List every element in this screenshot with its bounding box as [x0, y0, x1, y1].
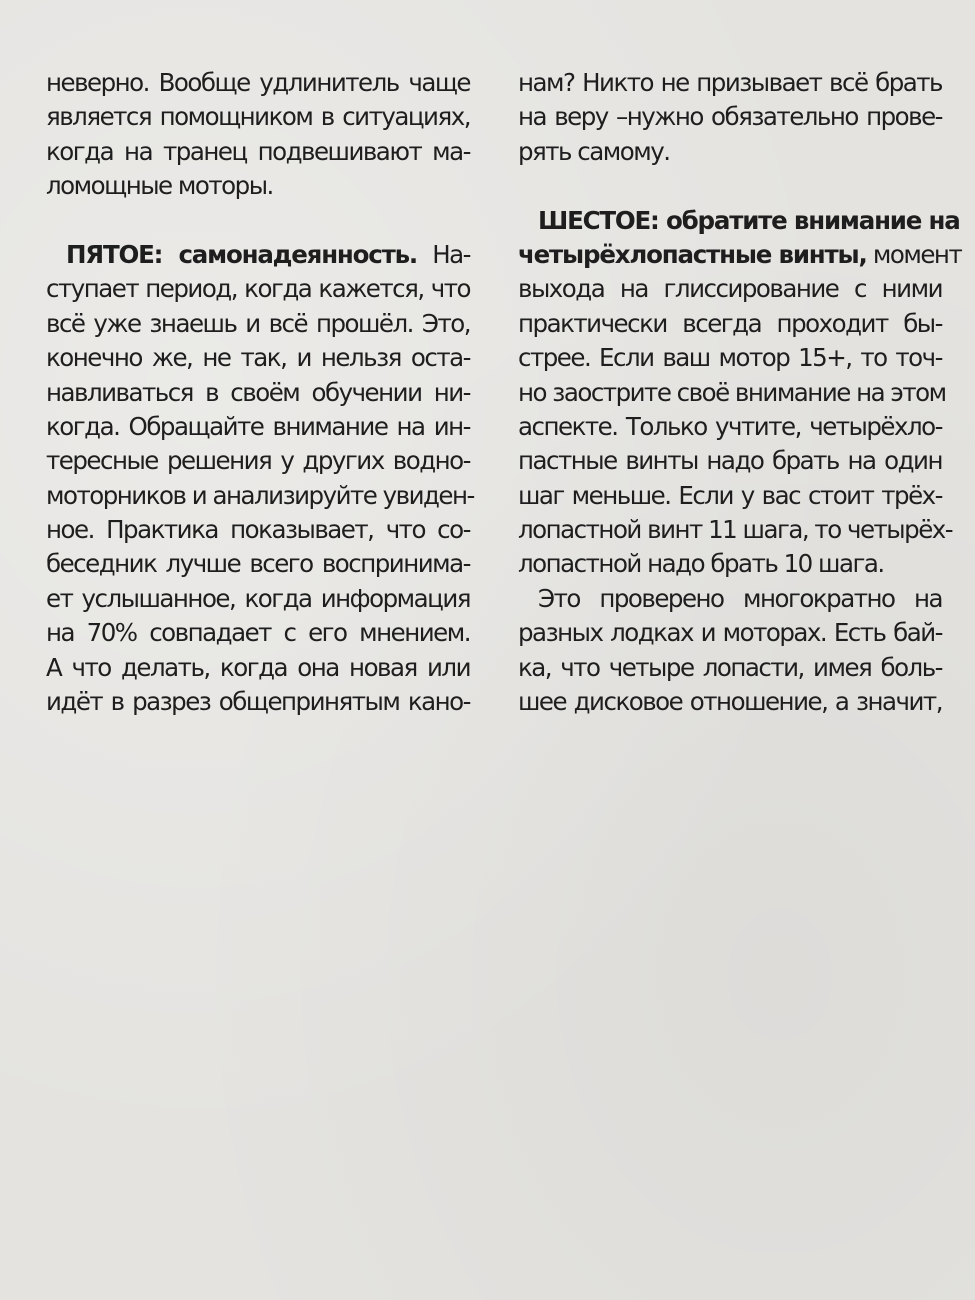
text-line: неверно. Вообще удлинитель чаще: [46, 68, 470, 97]
text-line: моторников и анализируйте увиден-: [46, 480, 474, 510]
text-line: ступает период, когда кажется, что: [46, 274, 470, 304]
fifth-heading-line: [46, 238, 470, 272]
text-line: практически всегда проходит бы-: [518, 308, 942, 338]
sixth-heading-line: [518, 204, 960, 238]
text-line: конечно же, не так, и нельзя оста-: [46, 343, 470, 373]
text-line: пастные винты надо брать на один: [518, 446, 942, 476]
fifth-line-rest: На-: [432, 239, 470, 269]
text-line: когда. Обращайте внимание на ин-: [46, 411, 470, 441]
text-line: лопастной винт 11 шага, то четырёх-: [518, 515, 953, 545]
sixth-heading-line-2: [518, 238, 962, 272]
text-line: шее дисковое отношение, а значит,: [518, 687, 942, 717]
text-line: нам? Никто не призывает всё брать: [518, 68, 942, 97]
text-line: является помощником в ситуациях,: [46, 102, 470, 132]
text-line: А что делать, когда она новая или: [46, 652, 470, 682]
text-line: идёт в разрез общепринятым кано-: [46, 687, 470, 717]
text-line: рять самому.: [518, 136, 670, 166]
text-line: тересные решения у других водно-: [46, 446, 470, 476]
text-line: аспекте. Только учтите, четырёхло-: [518, 411, 942, 441]
text-line: стрее. Если ваш мотор 15+, то точ-: [518, 343, 942, 373]
text-line: но заострите своё внимание на этом: [518, 377, 946, 407]
sixth-line-rest: момент: [872, 239, 962, 269]
sixth-heading: ШЕСТОЕ: обратите внимание на: [538, 205, 960, 235]
text-line: ет услышанное, когда информация: [46, 583, 470, 613]
right-column: [518, 66, 962, 719]
fifth-heading: ПЯТОЕ: самонадеянность.: [66, 239, 418, 269]
text-line: шаг меньше. Если у вас стоит трёх-: [518, 480, 942, 510]
text-line: ломощные моторы.: [46, 171, 273, 201]
text-line: разных лодках и моторах. Есть бай-: [518, 618, 942, 648]
text-line: на веру –нужно обязательно прове-: [518, 102, 942, 132]
text-line: ное. Практика показывает, что со-: [46, 515, 470, 545]
text-line: навливаться в своём обучении ни-: [46, 377, 470, 407]
text-line: ка, что четыре лопасти, имея боль-: [518, 652, 942, 682]
left-column: [46, 66, 474, 719]
text-line: на 70% совпадает с его мнением.: [46, 618, 470, 648]
text-line: выхода на глиссирование с ними: [518, 274, 942, 304]
text-line: беседник лучше всего воспринима-: [46, 549, 470, 579]
text-line: Это проверено многократно на: [538, 583, 942, 613]
sixth-heading-continued: четырёхлопастные винты,: [518, 239, 867, 269]
text-line: когда на транец подвешивают ма-: [46, 136, 470, 166]
text-line: всё уже знаешь и всё прошёл. Это,: [46, 308, 470, 338]
text-line: лопастной надо брать 10 шага.: [518, 549, 884, 579]
